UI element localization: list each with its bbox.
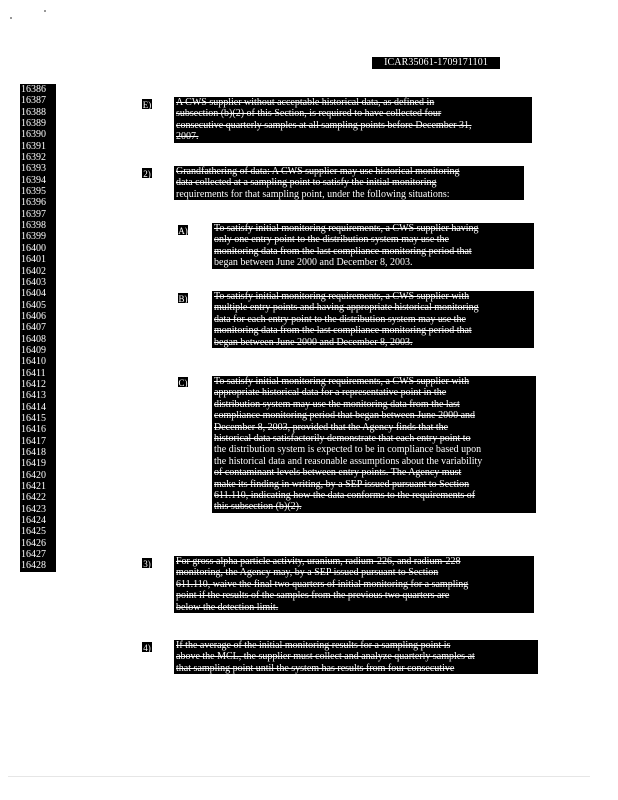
line-number: 16417 [21, 435, 46, 447]
paragraph-line: distribution system may use the monitoring data from the last [214, 398, 460, 410]
paragraph-line: 611.110, indicating how the data conforms to the requirements of [214, 489, 476, 501]
line-number: 16416 [21, 424, 46, 436]
paragraph-line: below the detection limit. [176, 601, 279, 613]
line-number: 16388 [21, 106, 46, 118]
paragraph-line: began between June 2000 and December 8, 2003. [214, 257, 413, 269]
document-id-header: ICAR35061-1709171101 [372, 57, 500, 69]
line-number: 16396 [21, 197, 46, 209]
paragraph-line: began between June 2000 and December 8, 2003. [214, 336, 413, 348]
paragraph-line: subsection (b)(2) of this Section, is required to have collected four [176, 108, 442, 120]
paragraph-line: the distribution system is expected to be in compliance based upon [214, 444, 482, 456]
line-number: 16428 [21, 560, 46, 572]
paragraph-line: monitoring data from the last compliance monitoring period that [214, 325, 472, 337]
line-number: 16424 [21, 515, 46, 527]
line-number: 16387 [21, 95, 46, 107]
paragraph-line: monitoring, the Agency may, by a SEP issued pursuant to Section [176, 567, 439, 579]
paragraph-text-block [212, 223, 534, 269]
line-number: 16419 [21, 458, 46, 470]
paragraph-line: 611.110, waive the final two quarters of initial monitoring for a sampling [176, 578, 469, 590]
paragraph-line: For gross alpha particle activity, uranium, radium-226, and radium-228 [176, 556, 461, 567]
line-number: 16415 [21, 412, 46, 424]
paragraph-line: the historical data and reasonable assumptions about the variability [214, 455, 483, 467]
line-number: 16392 [21, 152, 46, 164]
line-number-column [20, 84, 56, 572]
paragraph-line: above the MCL, the supplier must collect and analyze quarterly samples at [176, 651, 475, 663]
paragraph-line: To satisfy initial monitoring requirements, a CWS supplier with [214, 376, 470, 387]
line-number: 16403 [21, 276, 46, 288]
paragraph-line: multiple entry points and having appropriate historical monitoring [214, 302, 479, 314]
paragraph-line: data collected at a sampling point to satisfy the initial monitoring [176, 177, 437, 189]
line-number: 16400 [21, 242, 46, 254]
line-number: 16395 [21, 186, 46, 198]
line-number: 16406 [21, 310, 46, 322]
line-number: 16426 [21, 537, 46, 549]
paragraph-line: point if the results of the samples from the previous two quarters are [176, 590, 450, 602]
line-number: 16413 [21, 390, 46, 402]
paragraph-line: data for each entry point to the distribution system may use the [214, 313, 466, 325]
line-number: 16386 [21, 84, 46, 95]
paragraph-line: only one entry point to the distribution system may use the [214, 234, 449, 246]
line-number: 16422 [21, 492, 46, 504]
page-bottom-rule [8, 776, 590, 777]
paragraph-line: appropriate historical data for a representative point in the [214, 387, 447, 399]
scan-speck [44, 10, 46, 12]
paragraph-line: 2007. [176, 131, 199, 143]
line-number: 16409 [21, 344, 46, 356]
line-number: 16411 [21, 367, 46, 379]
line-number: 16404 [21, 288, 46, 300]
paragraph-text-block [174, 556, 534, 613]
paragraph-line: December 8, 2003, provided that the Agency finds that the [214, 421, 449, 433]
paragraph-text-block [174, 97, 532, 143]
line-number: 16407 [21, 322, 46, 334]
paragraph-marker: C) [178, 378, 188, 388]
paragraph-line: of contaminant levels between entry points. The Agency must [214, 467, 462, 479]
paragraph-line: consecutive quarterly samples at all sampling points before December 31, [176, 119, 472, 131]
line-number: 16421 [21, 481, 46, 493]
paragraph-text-block [212, 376, 536, 513]
paragraph-text-block [174, 640, 538, 674]
line-number: 16418 [21, 447, 46, 458]
paragraph-marker: B) [178, 294, 188, 304]
line-number: 16391 [21, 140, 46, 152]
paragraph-text-block [174, 166, 524, 200]
line-number: 16390 [21, 129, 46, 141]
paragraph-line: Grandfathering of data: A CWS supplier may use historical monitoring [176, 166, 460, 177]
line-number: 16399 [21, 231, 46, 243]
line-number: 16412 [21, 378, 46, 390]
line-number: 16425 [21, 526, 46, 538]
paragraph-line: that sampling point until the system has results from four consecutive [176, 662, 455, 674]
line-number: 16427 [21, 549, 46, 561]
paragraph-line: requirements for that sampling point, under the following situations: [176, 188, 450, 200]
line-number: 16393 [21, 163, 46, 175]
scan-speck [10, 17, 12, 19]
paragraph-line: To satisfy initial monitoring requirements, a CWS supplier having [214, 223, 479, 234]
paragraph-text-block [212, 291, 534, 348]
paragraph-marker: A) [178, 226, 188, 236]
line-number: 16398 [21, 220, 46, 232]
line-number: 16394 [21, 174, 46, 186]
paragraph-marker: 3) [141, 557, 153, 569]
line-number: 16414 [21, 401, 46, 413]
paragraph-line: this subsection (b)(2). [214, 501, 302, 513]
paragraph-line: If the average of the initial monitoring results for a sampling point is [176, 640, 451, 651]
paragraph-line: monitoring data from the last compliance monitoring period that [214, 245, 472, 257]
paragraph-line: A CWS supplier without acceptable historical data, as defined in [176, 97, 435, 108]
paragraph-line: compliance monitoring period that began between June 2000 and [214, 410, 476, 422]
line-number: 16423 [21, 503, 46, 515]
line-number: 16389 [21, 118, 46, 130]
line-number: 16401 [21, 254, 46, 266]
line-number: 16402 [21, 265, 46, 277]
line-number: 16405 [21, 299, 46, 311]
line-number: 16408 [21, 333, 46, 345]
paragraph-marker: 2) [141, 167, 153, 179]
paragraph-marker: E) [142, 100, 152, 110]
paragraph-line: To satisfy initial monitoring requirements, a CWS supplier with [214, 291, 470, 302]
line-number: 16410 [21, 356, 46, 368]
paragraph-line: historical data satisfactorily demonstrate that each entry point to [214, 432, 471, 444]
line-number: 16397 [21, 208, 46, 220]
line-number: 16420 [21, 469, 46, 481]
paragraph-line: make its finding in writing, by a SEP issued pursuant to Section [214, 478, 470, 490]
paragraph-marker: 4) [141, 641, 153, 653]
